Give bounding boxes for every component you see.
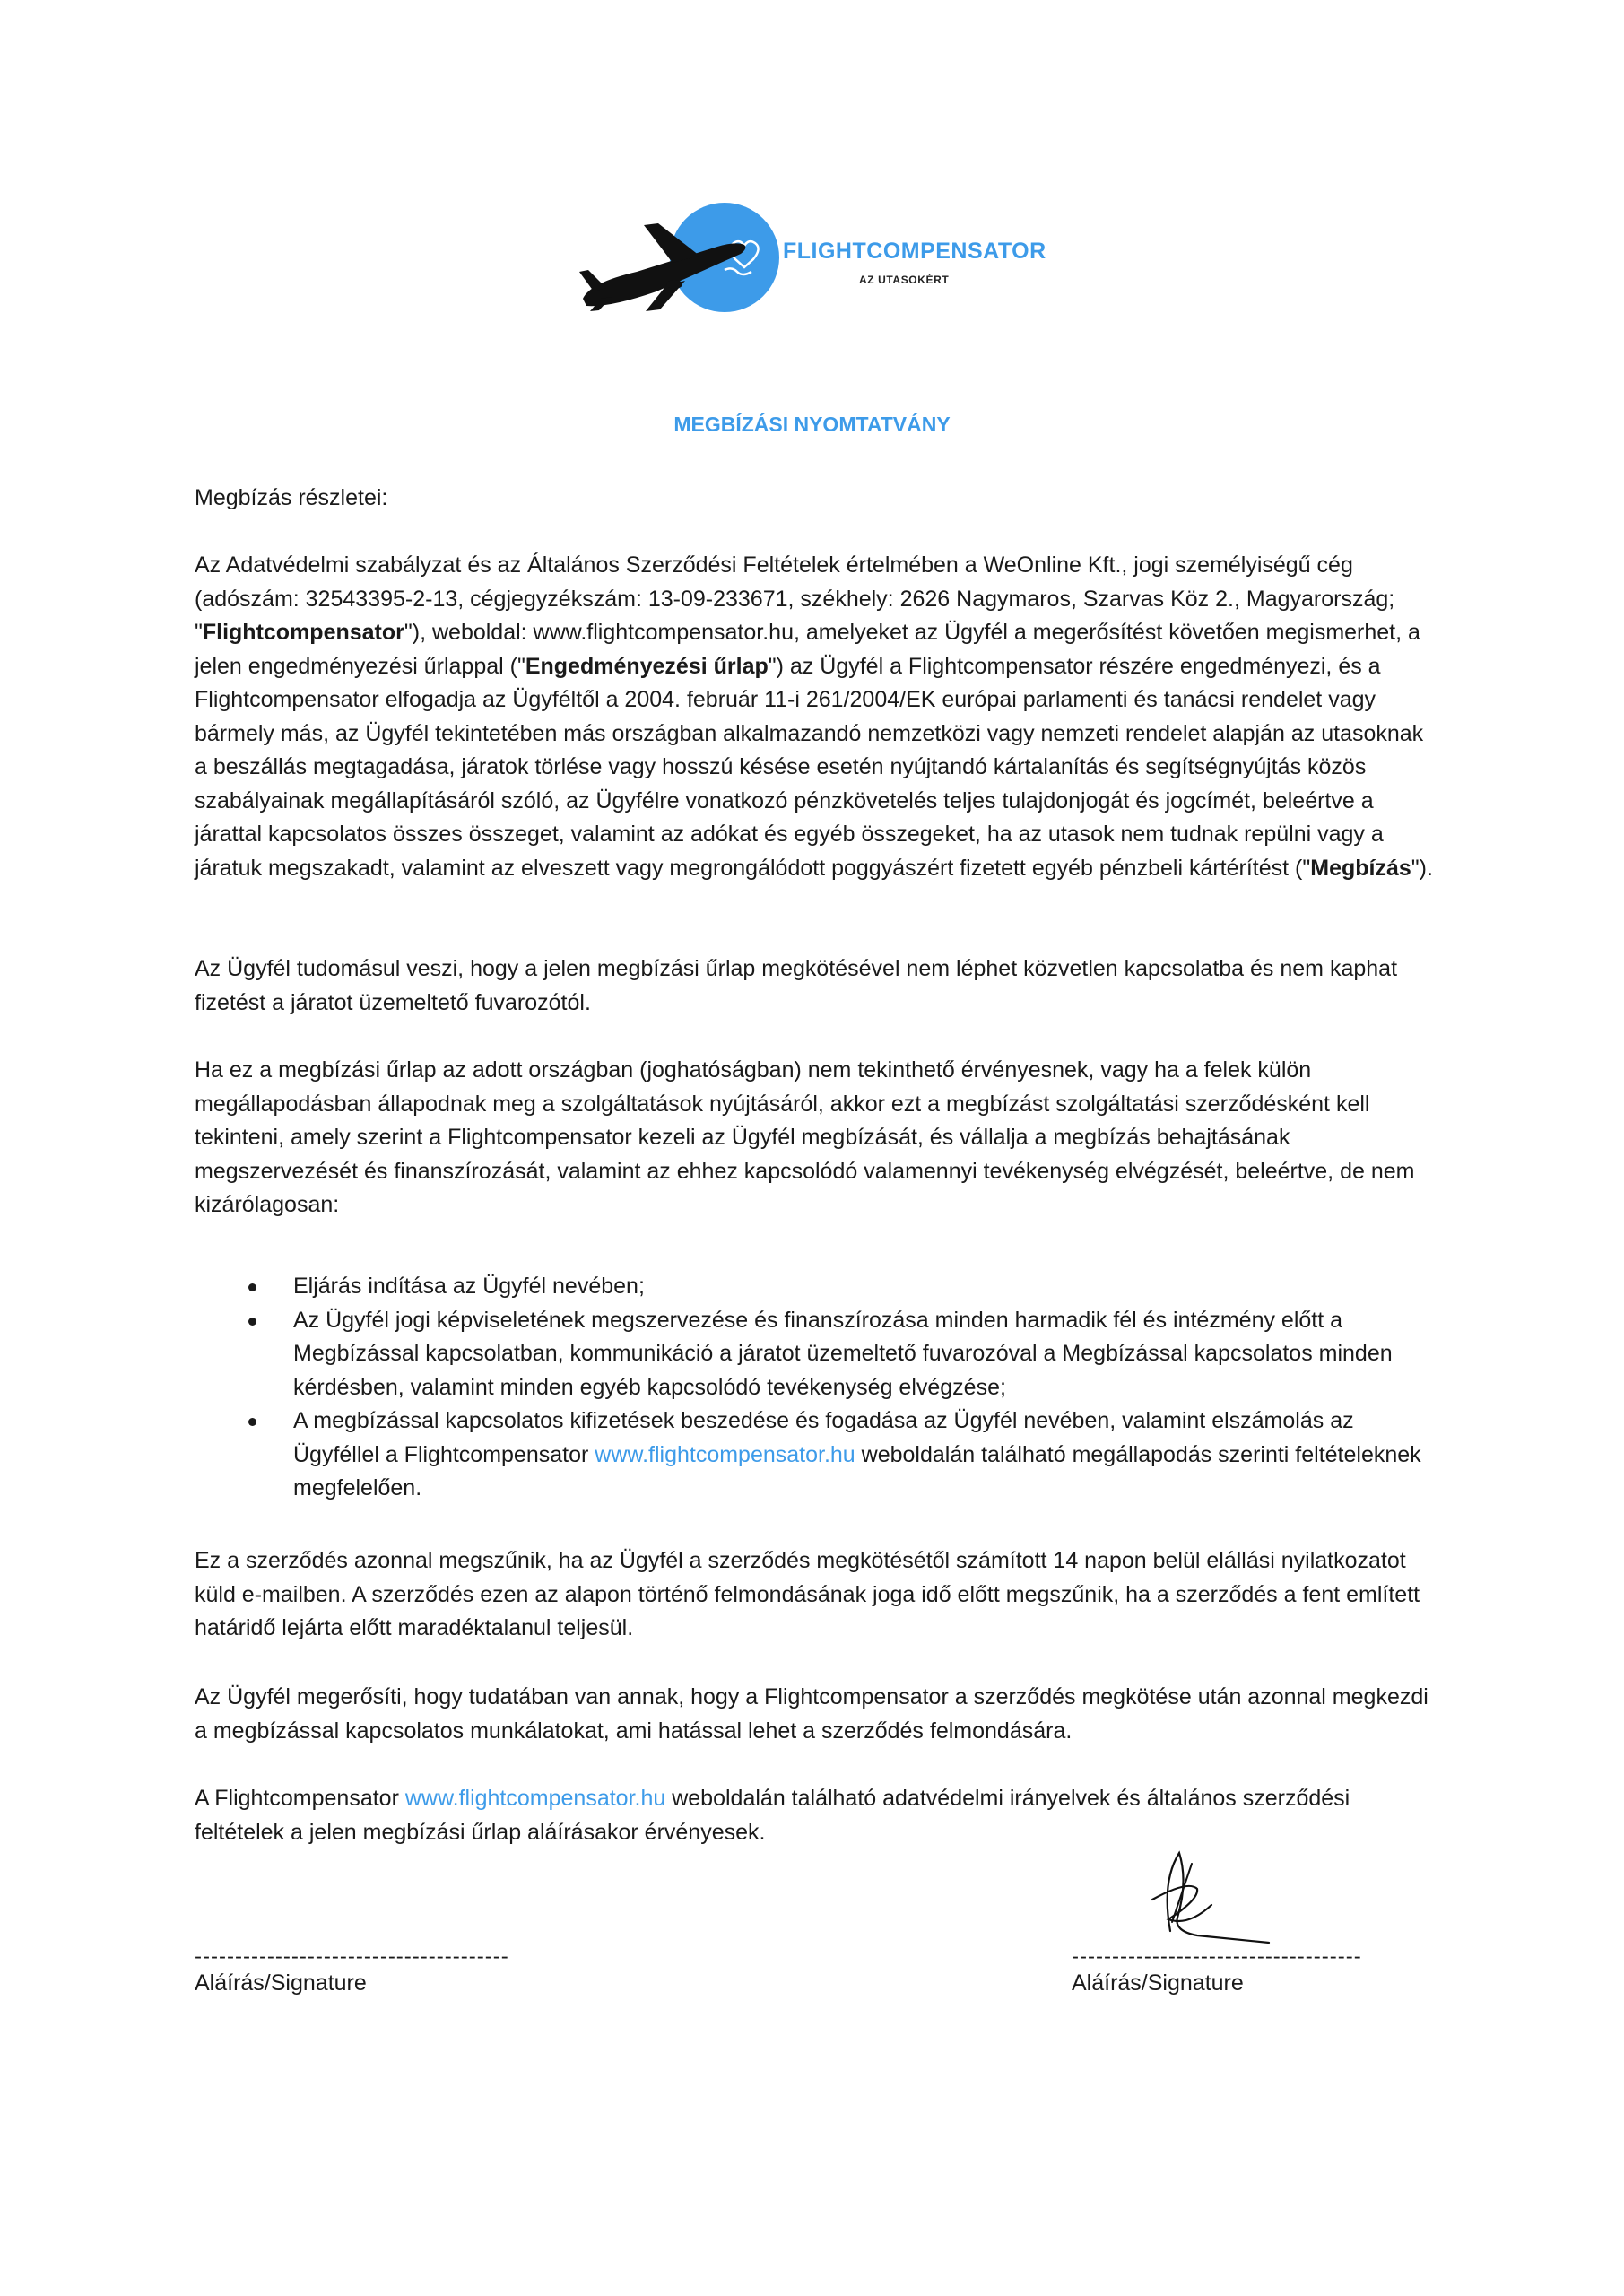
paragraph-5: Az Ügyfél megerősíti, hogy tudatában van annak, hogy a Flightcompensator a szerződés megkötése után azonnal megkezdi a megbízással kapcsolatos munkálatokat, ami hatással lehet a szerződés felmondására. [195,1684,1429,1744]
paragraph-1-bold-megbizas: Megbízás [1310,855,1411,881]
bullet-icon [248,1418,256,1426]
bullet-icon [248,1318,256,1326]
list-item-text-pre: A megbízással kapcsolatos kifizetések beszedése és fogadása az Ügyfél nevében, valamint elszámolás az Ügyféllel a Flightcompensator [293,1408,1354,1467]
paragraph-1-bold-engedmenyezesi: Engedményezési űrlap [525,653,769,679]
brand-name: FLIGHTCOMPENSATOR [783,239,1046,264]
handwritten-signature-icon [1134,1846,1278,1944]
paragraph-1-bold-flightcompensator: Flightcompensator [202,620,404,645]
paragraph-3: Ha ez a megbízási űrlap az adott országban (joghatóságban) nem tekinthető érvényesnek, vagy ha a felek külön megállapodásban állapodnak meg a szolgáltatások nyújtásáról, akkor ezt a megbízást szolgáltatási szerződésként kell tekinteni, amely szerint a Flightcompensator kezeli az Ügyfél megbízását, és vállalja a megbízás behajtásának megszervezését és finanszírozását, valamint az ehhez kapcsolódó valamennyi tevékenység elvégzését, beleértve, de nem kizárólagosan: [195,1057,1415,1217]
company-logo [574,202,1076,336]
paragraph-1-part-2: "), weboldal: www.flightcompensator.hu, amelyeket az Ügyfél a megerősítést követően megismerhet, a jelen engedményezési űrlappal (" [195,620,1420,679]
paragraph-2: Az Ügyfél tudomásul veszi, hogy a jelen megbízási űrlap megkötésével nem léphet közvetlen kapcsolatba és nem kaphat fizetést a járatot üzemeltető fuvarozótól. [195,956,1398,1015]
paragraph-6-post: weboldalán található adatvédelmi irányelvek és általános szerződési feltételek a jelen megbízási űrlap aláírásakor érvényesek. [195,1786,1350,1845]
paragraph-assignment [195,549,1441,885]
paragraph-1-part-4: "). [1411,855,1433,881]
list-item [195,1405,1441,1506]
signature-line-right: ------------------------------------ [1072,1944,1362,1969]
list-item [195,1270,1441,1304]
paragraph-1-text [195,549,1441,885]
paragraph-1-part-1: Az Adatvédelmi szabályzat és az Általános Szerződési Feltételek értelmében a WeOnline Kft., jogi személyiségű cég (adószám: 32543395-2-13, cégjegyzékszám: 13-09-233671, székhely: 2626 Nagymaros, Szarvas Köz 2., Magyarország; " [195,552,1395,645]
signature-label-right: Aláírás/Signature [1072,1970,1244,1996]
airplane-logo-icon [574,202,1076,336]
document-title: MEGBÍZÁSI NYOMTATVÁNY [673,413,951,436]
signature-label-left: Aláírás/Signature [195,1970,367,1996]
paragraph-1-part-3: ") az Ügyfél a Flightcompensator részére engedményezi, és a Flightcompensator elfogadja az Ügyféltől a 2004. február 11-i 261/2004/EK európai parlamenti és tanácsi rendelet vagy bármely más, az Ügyfél tekintetében más országban alkalmazandó nemzetközi vagy nemzeti rendelet alapján az utasoknak a beszállás megtagadása, járatok törlése vagy hosszú késése esetén nyújtandó kártalanítás és segítségnyújtás közös szabályainak megállapításáról szóló, az Ügyfélre vonatkozó pénzkövetelés teljes tulajdonjogát és jogcímét, beleértve a járattal kapcsolatos összes összeget, valamint az adókat és egyéb összegeket, ha az utasok nem tudnak repülni vagy a járatuk megszakadt, valamint az elveszett vagy megrongálódott poggyászért fizetett egyéb pénzbeli kártérítést (" [195,653,1424,881]
section-heading: Megbízás részletei: [195,485,388,510]
bullet-icon [248,1283,256,1292]
list-item-text: Eljárás indítása az Ügyfél nevében; [293,1274,645,1299]
list-item-text: Az Ügyfél jogi képviseletének megszervezése és finanszírozása minden harmadik fél és intézmény előtt a Megbízással kapcsolatban, kommunikáció a járatot üzemeltető fuvarozóval a Megbízással kapcsolatos minden kérdésben, valamint minden egyéb kapcsolódó tevékenység elvégzése; [293,1307,1393,1400]
website-link[interactable]: www.flightcompensator.hu [404,1786,666,1811]
list-item [195,1304,1441,1405]
website-link[interactable]: www.flightcompensator.hu [595,1441,855,1467]
signature-line-left: --------------------------------------- [195,1944,509,1969]
paragraph-6 [195,1782,1441,1849]
services-list [195,1270,1441,1506]
list-item-text-post: weboldalán található megállapodás szerinti feltételeknek megfelelően. [293,1441,1421,1500]
brand-tagline: AZ UTASOKÉRT [859,274,950,286]
paragraph-6-pre: A Flightcompensator [195,1786,405,1811]
paragraph-4: Ez a szerződés azonnal megszűnik, ha az Ügyfél a szerződés megkötésétől számított 14 napon belül elállási nyilatkozatot küld e-mailben. A szerződés ezen az alapon történő felmondásának joga idő előtt megszűnik, ha a szerződés a fent említett határidő lejárta előtt maradéktalanul teljesül. [195,1548,1420,1640]
